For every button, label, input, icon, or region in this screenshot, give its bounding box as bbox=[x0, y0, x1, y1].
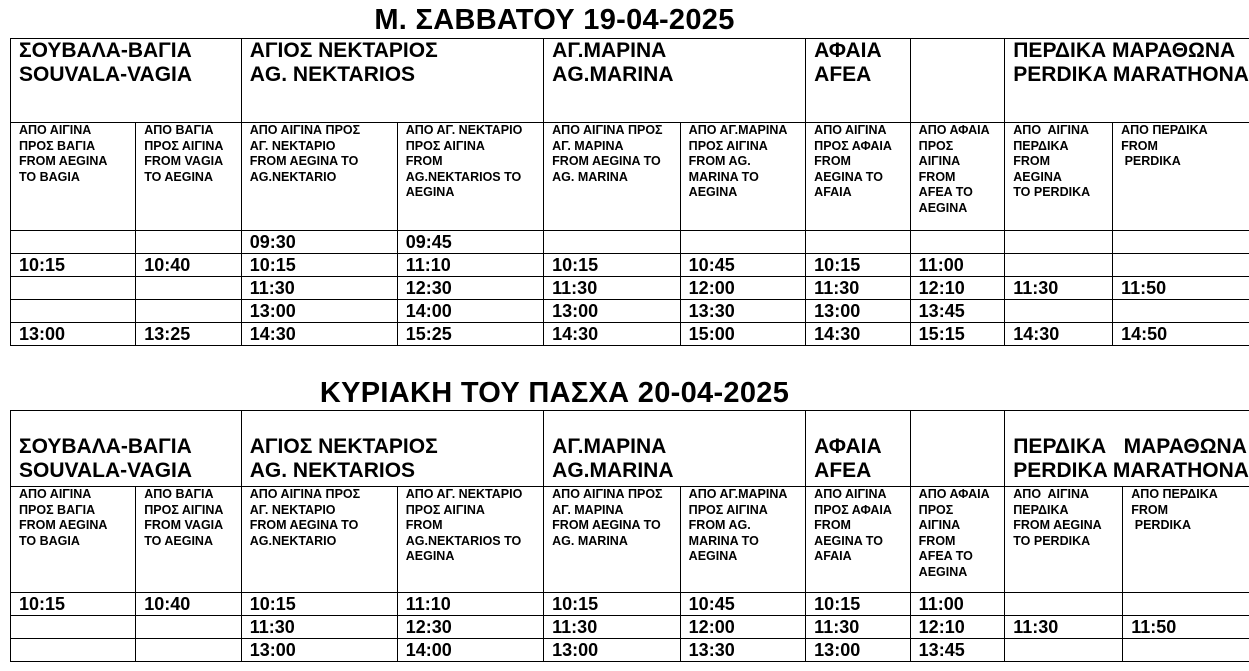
route-header-empty bbox=[910, 39, 1005, 123]
route-name-greek: ΣΟΥΒΑΛΑ-ΒΑΓΙΑ bbox=[19, 39, 192, 62]
route-name-latin: AG. NEKTARIOS bbox=[249, 459, 416, 482]
departure-time: 10:15 bbox=[241, 254, 397, 277]
departure-time bbox=[1005, 593, 1123, 616]
departure-time: 10:15 bbox=[11, 254, 136, 277]
direction-header: ΑΠΟ ΑΙΓΙΝΑ ΠΡΟΣ ΑΦΑΙΑ FROM AEGINA TO AFAIA bbox=[806, 487, 911, 593]
saturday-schedule-table bbox=[10, 38, 1249, 346]
direction-header: ΑΠΟ ΑΦΑΙΑ ΠΡΟΣ ΑΙΓΙΝΑ FROM AFEA TO AEGINA bbox=[910, 487, 1005, 593]
departure-time bbox=[11, 616, 136, 639]
route-name-latin: AFEA bbox=[814, 63, 872, 86]
departure-time bbox=[1005, 639, 1123, 662]
route-name-latin: PERDIKA MARATHONA bbox=[1013, 63, 1249, 86]
route-name-greek: ΑΦΑΙΑ bbox=[814, 435, 882, 458]
departure-time bbox=[1113, 231, 1249, 254]
departure-time: 15:00 bbox=[680, 323, 806, 346]
route-header-ag-nektarios bbox=[241, 411, 543, 487]
route-name-greek: ΠΕΡΔΙΚΑ ΜΑΡΑΘΩΝΑ bbox=[1013, 39, 1236, 62]
departure-time: 13:45 bbox=[910, 300, 1005, 323]
departure-time: 13:25 bbox=[136, 323, 242, 346]
departure-time: 14:30 bbox=[544, 323, 681, 346]
departure-time: 11:10 bbox=[397, 254, 543, 277]
sunday-schedule-table bbox=[10, 410, 1249, 662]
route-name-greek: ΣΟΥΒΑΛΑ-ΒΑΓΙΑ bbox=[19, 435, 192, 458]
departure-time: 11:50 bbox=[1123, 616, 1249, 639]
route-header-souvala-vagia bbox=[11, 411, 242, 487]
route-header-perdika-marathona bbox=[1005, 411, 1249, 487]
direction-header: ΑΠΟ ΑΦΑΙΑ ΠΡΟΣ ΑΙΓΙΝΑ FROM AFEA TO AEGINA bbox=[910, 123, 1005, 231]
route-name-latin: AFEA bbox=[814, 459, 872, 482]
direction-header: ΑΠΟ ΠΕΡΔΙΚΑ FROM PERDIKA bbox=[1113, 123, 1249, 231]
departure-time: 11:30 bbox=[544, 616, 681, 639]
route-name-latin: AG.MARINA bbox=[552, 63, 674, 86]
departure-time: 12:00 bbox=[680, 616, 806, 639]
direction-header: ΑΠΟ ΒΑΓΙΑ ΠΡΟΣ ΑΙΓΙΝΑ FROM VAGIA TO AEGINA bbox=[136, 487, 242, 593]
departure-time bbox=[680, 231, 806, 254]
schedule-row bbox=[11, 593, 1249, 616]
saturday-title: Μ. ΣΑΒΒΑΤΟΥ 19-04-2025 bbox=[374, 4, 735, 36]
route-header-ag-marina bbox=[544, 411, 806, 487]
schedule-row bbox=[11, 300, 1249, 323]
departure-time: 10:40 bbox=[136, 593, 242, 616]
departure-time: 12:10 bbox=[910, 277, 1005, 300]
departure-time: 10:15 bbox=[544, 593, 681, 616]
departure-time bbox=[136, 277, 242, 300]
departure-time: 13:30 bbox=[680, 300, 806, 323]
schedule-row bbox=[11, 323, 1249, 346]
departure-time: 13:00 bbox=[241, 300, 397, 323]
direction-header: ΑΠΟ ΑΓ.ΜΑΡΙΝΑ ΠΡΟΣ ΑΙΓΙΝΑ FROM AG. MARINA TO AEGINA bbox=[680, 123, 806, 231]
departure-time: 13:00 bbox=[806, 639, 911, 662]
departure-time: 15:25 bbox=[397, 323, 543, 346]
departure-time: 13:00 bbox=[544, 300, 681, 323]
route-header-afea bbox=[806, 39, 911, 123]
direction-header-row bbox=[11, 487, 1249, 593]
route-header-empty bbox=[910, 411, 1005, 487]
departure-time bbox=[11, 300, 136, 323]
departure-time bbox=[136, 616, 242, 639]
route-header-souvala-vagia bbox=[11, 39, 242, 123]
direction-header: ΑΠΟ ΑΙΓΙΝΑ ΠΡΟΣ ΑΓ. ΜΑΡΙΝΑ FROM AEGINA TO AG. MARINA bbox=[544, 487, 681, 593]
route-header-row bbox=[11, 39, 1249, 123]
route-header-ag-marina bbox=[544, 39, 806, 123]
schedule-row bbox=[11, 639, 1249, 662]
departure-time: 10:45 bbox=[680, 593, 806, 616]
direction-header: ΑΠΟ ΑΓ. ΝΕΚΤΑΡΙΟ ΠΡΟΣ ΑΙΓΙΝΑ FROM AG.NEKTARIOS TO AEGINA bbox=[397, 123, 543, 231]
direction-header: ΑΠΟ ΠΕΡΔΙΚΑ FROM PERDIKA bbox=[1123, 487, 1249, 593]
departure-time: 11:50 bbox=[1113, 277, 1249, 300]
route-name-greek: ΑΓ.ΜΑΡΙΝΑ bbox=[552, 435, 667, 458]
direction-header: ΑΠΟ ΑΙΓΙΝΑ ΠΕΡΔΙΚΑ FROM AEGINA TO PERDIKA bbox=[1005, 123, 1113, 231]
departure-time: 10:45 bbox=[680, 254, 806, 277]
departure-time bbox=[1005, 231, 1113, 254]
route-name-latin: SOUVALA-VAGIA bbox=[19, 459, 193, 482]
route-name-latin: PERDIKA MARATHONA bbox=[1013, 459, 1249, 482]
departure-time: 10:15 bbox=[806, 593, 911, 616]
departure-time: 09:45 bbox=[397, 231, 543, 254]
departure-time bbox=[1005, 300, 1113, 323]
departure-time: 14:30 bbox=[1005, 323, 1113, 346]
direction-header: ΑΠΟ ΑΙΓΙΝΑ ΠΡΟΣ ΑΓ. ΝΕΚΤΑΡΙΟ FROM AEGINA TO AG.NEKTARIO bbox=[241, 487, 397, 593]
departure-time: 10:15 bbox=[241, 593, 397, 616]
departure-time: 11:00 bbox=[910, 593, 1005, 616]
departure-time bbox=[1123, 639, 1249, 662]
departure-time: 11:30 bbox=[241, 616, 397, 639]
direction-header: ΑΠΟ ΑΙΓΙΝΑ ΠΕΡΔΙΚΑ FROM AEGINA TO PERDIKA bbox=[1005, 487, 1123, 593]
direction-header: ΑΠΟ ΑΙΓΙΝΑ ΠΡΟΣ ΑΓ. ΜΑΡΙΝΑ FROM AEGINA TO AG. MARINA bbox=[544, 123, 681, 231]
direction-header: ΑΠΟ ΑΙΓΙΝΑ ΠΡΟΣ ΑΦΑΙΑ FROM AEGINA TO AFAIA bbox=[806, 123, 911, 231]
departure-time: 11:30 bbox=[1005, 277, 1113, 300]
route-header-afea bbox=[806, 411, 911, 487]
departure-time: 10:15 bbox=[544, 254, 681, 277]
departure-time: 14:30 bbox=[806, 323, 911, 346]
route-name-latin: SOUVALA-VAGIA bbox=[19, 63, 193, 86]
route-name-greek: ΑΓ.ΜΑΡΙΝΑ bbox=[552, 39, 667, 62]
route-name-greek: ΑΦΑΙΑ bbox=[814, 39, 882, 62]
schedule-row bbox=[11, 231, 1249, 254]
departure-time bbox=[1113, 254, 1249, 277]
schedule-row bbox=[11, 254, 1249, 277]
departure-time: 14:00 bbox=[397, 300, 543, 323]
sunday-title: ΚΥΡΙΑΚΗ ΤΟΥ ΠΑΣΧΑ 20-04-2025 bbox=[319, 377, 790, 409]
departure-time: 13:45 bbox=[910, 639, 1005, 662]
departure-time: 11:30 bbox=[544, 277, 681, 300]
route-name-greek: ΑΓΙΟΣ ΝΕΚΤΑΡΙΟΣ bbox=[249, 435, 438, 458]
departure-time: 13:30 bbox=[680, 639, 806, 662]
departure-time bbox=[806, 231, 911, 254]
departure-time bbox=[136, 639, 242, 662]
departure-time: 10:15 bbox=[11, 593, 136, 616]
route-header-perdika-marathona bbox=[1005, 39, 1249, 123]
departure-time: 12:10 bbox=[910, 616, 1005, 639]
departure-time bbox=[11, 639, 136, 662]
route-header-ag-nektarios bbox=[241, 39, 543, 123]
departure-time bbox=[136, 231, 242, 254]
departure-time: 15:15 bbox=[910, 323, 1005, 346]
direction-header-row bbox=[11, 123, 1249, 231]
departure-time bbox=[11, 277, 136, 300]
departure-time: 14:30 bbox=[241, 323, 397, 346]
departure-time: 11:30 bbox=[1005, 616, 1123, 639]
departure-time: 10:40 bbox=[136, 254, 242, 277]
departure-time: 13:00 bbox=[806, 300, 911, 323]
direction-header: ΑΠΟ ΒΑΓΙΑ ΠΡΟΣ ΑΙΓΙΝΑ FROM VAGIA TO AEGINA bbox=[136, 123, 242, 231]
direction-header: ΑΠΟ ΑΓ.ΜΑΡΙΝΑ ΠΡΟΣ ΑΙΓΙΝΑ FROM AG. MARINA TO AEGINA bbox=[680, 487, 806, 593]
departure-time: 14:50 bbox=[1113, 323, 1249, 346]
departure-time: 11:30 bbox=[806, 277, 911, 300]
departure-time: 13:00 bbox=[544, 639, 681, 662]
direction-header: ΑΠΟ ΑΓ. ΝΕΚΤΑΡΙΟ ΠΡΟΣ ΑΙΓΙΝΑ FROM AG.NEKTARIOS TO AEGINA bbox=[397, 487, 543, 593]
route-header-row bbox=[11, 411, 1249, 487]
direction-header: ΑΠΟ ΑΙΓΙΝΑ ΠΡΟΣ ΑΓ. ΝΕΚΤΑΡΙΟ FROM AEGINA TO AG.NEKTARIO bbox=[241, 123, 397, 231]
direction-header: ΑΠΟ ΑΙΓΙΝΑ ΠΡΟΣ ΒΑΓΙΑ FROM AEGINA TO BAGIA bbox=[11, 123, 136, 231]
schedule-row bbox=[11, 277, 1249, 300]
schedule-row bbox=[11, 616, 1249, 639]
departure-time bbox=[136, 300, 242, 323]
departure-time bbox=[544, 231, 681, 254]
departure-time: 11:30 bbox=[241, 277, 397, 300]
route-name-latin: AG.MARINA bbox=[552, 459, 674, 482]
departure-time: 12:30 bbox=[397, 277, 543, 300]
route-name-latin: AG. NEKTARIOS bbox=[249, 63, 416, 86]
route-name-greek: ΑΓΙΟΣ ΝΕΚΤΑΡΙΟΣ bbox=[249, 39, 438, 62]
departure-time: 11:10 bbox=[397, 593, 543, 616]
departure-time: 09:30 bbox=[241, 231, 397, 254]
departure-time bbox=[910, 231, 1005, 254]
departure-time: 13:00 bbox=[241, 639, 397, 662]
route-name-greek: ΠΕΡΔΙΚΑ ΜΑΡΑΘΩΝΑ bbox=[1013, 435, 1247, 458]
departure-time bbox=[1005, 254, 1113, 277]
departure-time: 11:00 bbox=[910, 254, 1005, 277]
departure-time: 14:00 bbox=[397, 639, 543, 662]
departure-time: 12:30 bbox=[397, 616, 543, 639]
departure-time bbox=[1113, 300, 1249, 323]
departure-time: 10:15 bbox=[806, 254, 911, 277]
direction-header: ΑΠΟ ΑΙΓΙΝΑ ΠΡΟΣ ΒΑΓΙΑ FROM AEGINA TO BAGIA bbox=[11, 487, 136, 593]
departure-time bbox=[1123, 593, 1249, 616]
departure-time: 13:00 bbox=[11, 323, 136, 346]
departure-time: 11:30 bbox=[806, 616, 911, 639]
departure-time bbox=[11, 231, 136, 254]
departure-time: 12:00 bbox=[680, 277, 806, 300]
